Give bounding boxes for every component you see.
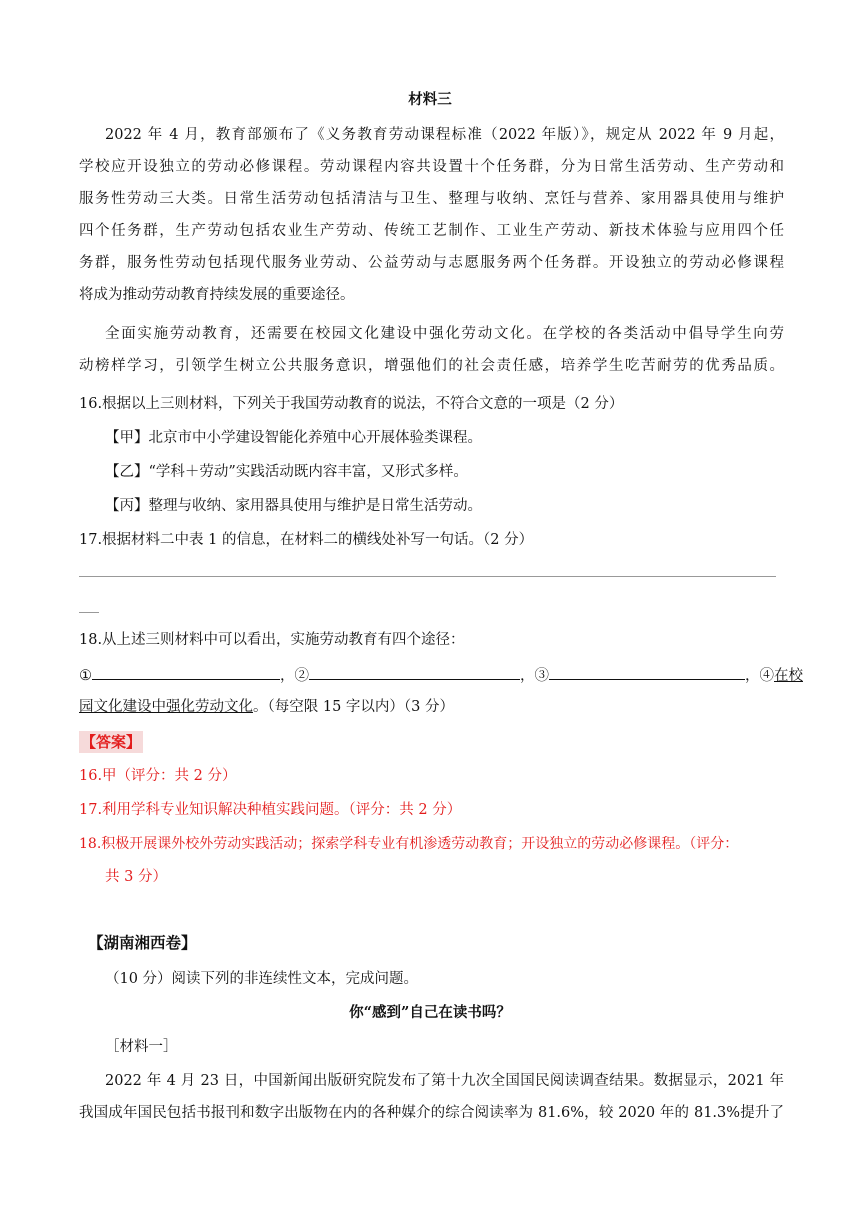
- material3-para1-line6: 将成为推动劳动教育持续发展的重要途径。: [79, 287, 355, 303]
- section-heading: 【湖南湘西卷】: [88, 933, 197, 952]
- question-18-given-answer-line: [79, 697, 784, 717]
- material3-para1-line4: 四个任务群，生产劳动包括农业生产劳动、传统工艺制作、工业生产劳动、新技术体验与应用四个任: [79, 223, 784, 239]
- answer-18-line2: 共 3 分）: [105, 869, 167, 885]
- question-18-stem: 18.从上述三则材料中可以看出，实施劳动教育有四个途径：: [79, 632, 465, 648]
- answer-18-line1: 18.积极开展课外校外劳动实践活动；探索学科专业有机渗透劳动教育；开设独立的劳动必修课程。（评分：: [79, 836, 739, 852]
- material3-para1-line3: 服务性劳动三大类。日常生活劳动包括清洁与卫生、整理与收纳、烹饪与营养、家用器具使用与维护: [79, 191, 784, 207]
- section-intro: （10 分）阅读下列的非连续性文本，完成问题。: [105, 971, 419, 987]
- material3-para1-line2: 学校应开设独立的劳动必修课程。劳动课程内容共设置十个任务群，分为日常生活劳动、生产劳动和: [79, 159, 784, 175]
- material3-para2-line2: 动榜样学习，引领学生树立公共服务意识，增强他们的社会责任感，培养学生吃苦耐劳的优秀品质。: [79, 358, 784, 374]
- material1-line2: 我国成年国民包括书报刊和数字出版物在内的各种媒介的综合阅读率为 81.6%，较 2020 年的 81.3%提升了: [79, 1105, 784, 1121]
- question-16-option-jia: 【甲】北京市中小学建设智能化养殖中心开展体验类课程。: [105, 430, 482, 446]
- answer-blank-2[interactable]: [309, 664, 520, 680]
- material3-para1-line5: 务群，服务性劳动包括现代服务业劳动、公益劳动与志愿服务两个任务群。开设独立的劳动必修课程: [79, 255, 784, 271]
- material3-para1-line1: 2022 年 4 月，教育部颁布了《义务教育劳动课程标准（2022 年版）》，规定从 2022 年 9 月起，: [105, 127, 784, 143]
- question-16-option-bing: 【丙】整理与收纳、家用器具使用与维护是日常生活劳动。: [105, 498, 482, 514]
- material1-label: ［材料一］: [105, 1039, 178, 1055]
- given-answer-4b: 园文化建设中强化劳动文化: [79, 699, 253, 715]
- question-17-stem: 17.根据材料二中表 1 的信息，在材料二的横线处补写一句话。（2 分）: [79, 532, 534, 548]
- blank-marker-4: ，④: [745, 668, 774, 684]
- answer-tag: 【答案】: [81, 733, 142, 751]
- blank-marker-3: ，③: [520, 668, 549, 684]
- question-17-answer-line-end[interactable]: [79, 612, 99, 613]
- answer-blank-1[interactable]: [92, 664, 280, 680]
- answer-17: 17.利用学科专业知识解决种植实践问题。（评分：共 2 分）: [79, 802, 462, 818]
- material3-title: 材料三: [408, 91, 452, 108]
- material1-line1: 2022 年 4 月 23 日，中国新闻出版研究院发布了第十九次全国国民阅读调查结果。数据显示，2021 年: [105, 1073, 784, 1089]
- material3-para2-line1: 全面实施劳动教育，还需要在校园文化建设中强化劳动文化。在学校的各类活动中倡导学生向劳: [105, 326, 784, 342]
- question-17-answer-line[interactable]: [79, 576, 776, 577]
- blank-marker-1: ①: [79, 668, 92, 684]
- question-16-stem: 16.根据以上三则材料，下列关于我国劳动教育的说法，不符合文意的一项是（2 分）: [79, 396, 624, 412]
- blank-marker-2: ，②: [280, 668, 309, 684]
- question-18-blanks-line: [79, 664, 803, 686]
- article-title: 你“感到”自己在读书吗？: [349, 1004, 511, 1021]
- question-16-option-yi: 【乙】“学科＋劳动”实践活动既内容丰富，又形式多样。: [105, 464, 468, 480]
- answer-16: 16.甲（评分：共 2 分）: [79, 768, 237, 784]
- given-answer-4a: 在校: [774, 668, 803, 684]
- question-18-limit-note: 。（每空限 15 字以内）（3 分）: [253, 699, 455, 715]
- answer-blank-3[interactable]: [549, 664, 745, 680]
